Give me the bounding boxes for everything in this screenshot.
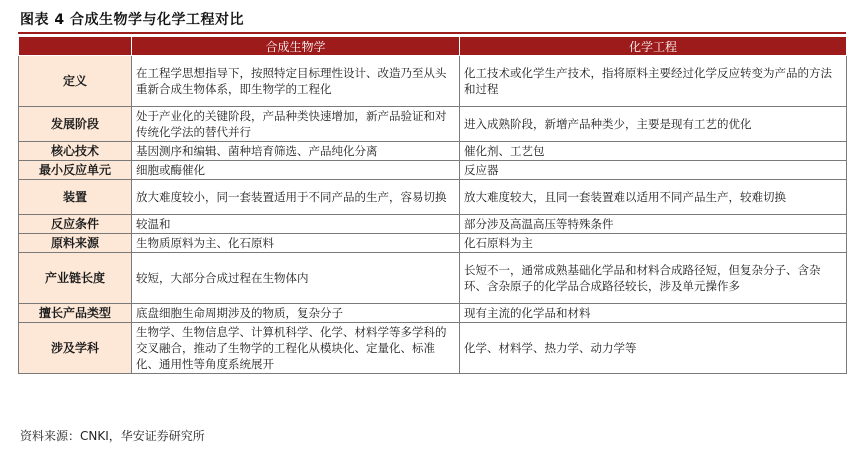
comparison-table [18, 36, 847, 374]
row-label: 定义 [19, 56, 132, 107]
table-row [19, 215, 847, 234]
row-label: 原料来源 [19, 234, 132, 253]
synbio-cell: 在工程学思想指导下，按照特定目标理性设计、改造乃至从头重新合成生物体系，即生物学的工程化 [132, 56, 460, 107]
synbio-cell: 底盘细胞生命周期涉及的物质，复杂分子 [132, 304, 460, 323]
chem-cell: 进入成熟阶段，新增产品种类少，主要是现有工艺的优化 [460, 107, 847, 142]
header-empty [19, 37, 132, 56]
synbio-cell: 细胞或酶催化 [132, 161, 460, 180]
synbio-cell: 生物质原料为主、化石原料 [132, 234, 460, 253]
row-label: 发展阶段 [19, 107, 132, 142]
row-label: 最小反应单元 [19, 161, 132, 180]
table-row [19, 180, 847, 215]
row-label: 涉及学科 [19, 323, 132, 374]
figure-title: 图表 4 合成生物学与化学工程对比 [20, 12, 244, 28]
table-row [19, 323, 847, 374]
title-divider [18, 32, 846, 34]
table-row [19, 142, 847, 161]
row-label: 装置 [19, 180, 132, 215]
table-row [19, 304, 847, 323]
row-label: 反应条件 [19, 215, 132, 234]
chem-cell: 放大难度较大，且同一套装置难以适用不同产品生产，较难切换 [460, 180, 847, 215]
synbio-cell: 较温和 [132, 215, 460, 234]
chem-cell: 部分涉及高温高压等特殊条件 [460, 215, 847, 234]
table-row [19, 107, 847, 142]
synbio-cell: 放大难度较小，同一套装置适用于不同产品的生产，容易切换 [132, 180, 460, 215]
chem-cell: 催化剂、工艺包 [460, 142, 847, 161]
chem-cell: 长短不一，通常成熟基础化学品和材料合成路径短，但复杂分子、含杂环、含杂原子的化学品合成路径较长，涉及单元操作多 [460, 253, 847, 304]
row-label: 产业链长度 [19, 253, 132, 304]
header-synthetic-biology: 合成生物学 [132, 37, 460, 56]
chem-cell: 化工技术或化学生产技术，指将原料主要经过化学反应转变为产品的方法和过程 [460, 56, 847, 107]
table-row [19, 161, 847, 180]
table-header-row [19, 37, 847, 56]
table-row [19, 234, 847, 253]
row-label: 核心技术 [19, 142, 132, 161]
synbio-cell: 生物学、生物信息学、计算机科学、化学、材料学等多学科的交叉融合，推动了生物学的工程化从模块化、定量化、标准化、通用性等角度系统展开 [132, 323, 460, 374]
synbio-cell: 处于产业化的关键阶段，产品种类快速增加，新产品验证和对传统化学法的替代并行 [132, 107, 460, 142]
chem-cell: 现有主流的化学品和材料 [460, 304, 847, 323]
synbio-cell: 基因测序和编辑、菌种培育筛选、产品纯化分离 [132, 142, 460, 161]
row-label: 擅长产品类型 [19, 304, 132, 323]
table-row [19, 56, 847, 107]
table-row [19, 253, 847, 304]
chem-cell: 化石原料为主 [460, 234, 847, 253]
chem-cell: 反应器 [460, 161, 847, 180]
synbio-cell: 较短，大部分合成过程在生物体内 [132, 253, 460, 304]
chem-cell: 化学、材料学、热力学、动力学等 [460, 323, 847, 374]
header-chemical-engineering: 化学工程 [460, 37, 847, 56]
source-note: 资料来源：CNKI，华安证券研究所 [20, 429, 205, 443]
